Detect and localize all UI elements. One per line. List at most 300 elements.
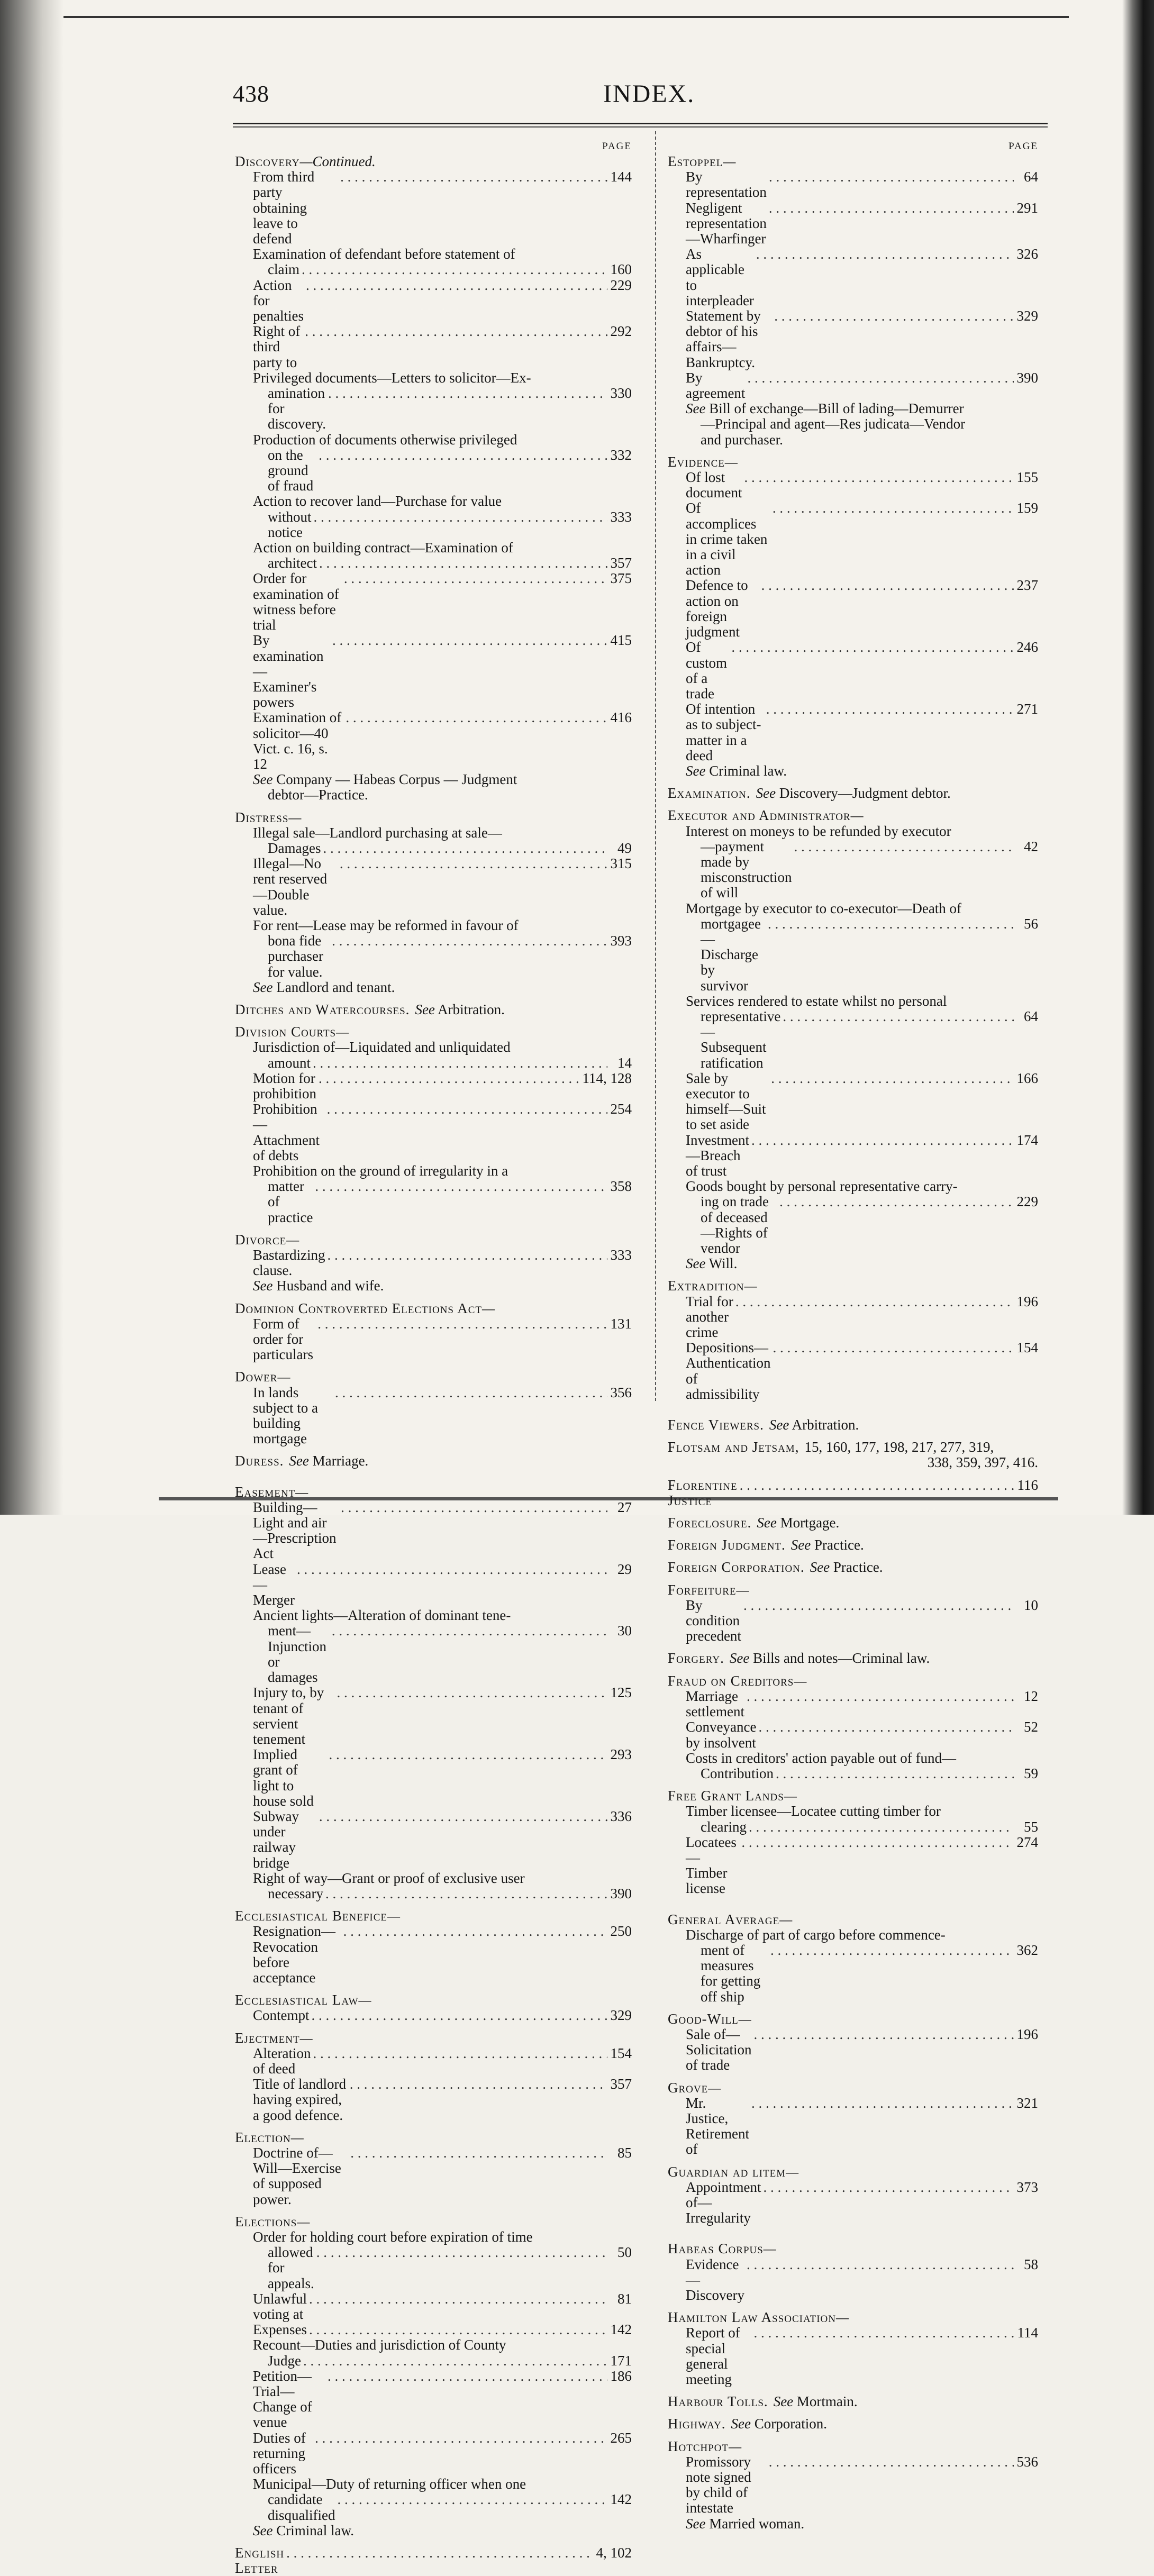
index-entry	[668, 1433, 1038, 1470]
sub-entry-text	[253, 1500, 339, 1562]
sub-entry	[668, 1294, 1038, 1341]
entry-headword: Extradition	[668, 1278, 744, 1294]
dot-leader	[756, 247, 1014, 262]
page-reference: 357	[610, 555, 632, 571]
sub-entry-label: Ancient lights—Alteration of dominant tene-	[253, 1607, 511, 1624]
sub-entry	[235, 1747, 632, 1809]
sub-entry	[235, 980, 632, 995]
sub-entry	[235, 1040, 632, 1055]
reference-text: Mortgage.	[776, 1515, 840, 1531]
sub-entry	[668, 2454, 1038, 2516]
page-reference: 14	[617, 1054, 632, 1071]
sub-entry-text	[268, 1055, 311, 1071]
dot-leader	[328, 386, 607, 401]
dot-leader	[744, 470, 1014, 485]
page-reference: 358	[610, 1178, 632, 1195]
sub-entry-label: ing on trade of deceased—Rights of vendor	[701, 1194, 769, 1257]
page-reference: 291	[1016, 199, 1038, 216]
sub-entry-label: Injury to, by tenant of servient tenement	[253, 1685, 324, 1747]
index-entry	[668, 779, 1038, 801]
sub-entry-text	[686, 500, 770, 578]
sub-entry-label: without notice	[268, 508, 312, 540]
sub-entry-text	[253, 1924, 341, 1986]
dot-leader	[332, 933, 607, 949]
page-reference: 166	[1016, 1070, 1038, 1086]
index-entry	[668, 1644, 1038, 1666]
sub-entry	[668, 1766, 1038, 1781]
see-reference: See	[756, 785, 776, 802]
entry-headword: Highway.	[668, 2416, 726, 2432]
page-reference: 292	[610, 323, 632, 340]
sub-entry-label: Examination of solicitor—40 Vict. c. 16, s. 12	[253, 709, 342, 772]
sub-entry	[235, 556, 632, 571]
sub-entry-label: In lands subject to a building mortgage	[253, 1384, 318, 1447]
index-entry	[235, 1362, 632, 1446]
cross-reference	[235, 1002, 632, 1017]
dot-leader	[751, 1133, 1014, 1148]
reference-target	[791, 1537, 864, 1553]
sub-entry-label: Discharge of part of cargo before commence-	[686, 1926, 946, 1943]
sub-entry-text	[701, 839, 792, 901]
entry-continuation: —	[295, 1483, 308, 1500]
sub-entry-text	[701, 916, 766, 994]
entry-continuation: —	[784, 1788, 797, 1804]
sub-entry-text	[253, 2008, 310, 2023]
sub-entry-text	[253, 2291, 307, 2322]
reference-target	[756, 786, 951, 801]
page-reference: 375	[610, 570, 632, 587]
sub-entry-label: Action for penalties	[253, 277, 304, 324]
dot-leader	[335, 1385, 607, 1400]
see-reference: See	[810, 1559, 830, 1576]
sub-entry-text	[268, 448, 316, 494]
sub-entry	[235, 1055, 632, 1071]
index-entry	[668, 448, 1038, 779]
dot-leader	[340, 856, 607, 871]
page-column-caption: PAGE	[602, 141, 632, 152]
sub-entry-label: Doctrine of—Will—Exercise of supposed power.	[253, 2144, 341, 2207]
page-reference: 330	[610, 385, 632, 402]
dot-leader	[309, 2322, 607, 2337]
sub-entry-text	[701, 1766, 774, 1781]
entry-headword: Forfeiture	[668, 1581, 737, 1598]
cross-reference	[668, 786, 1038, 801]
entry-headword: Distress	[235, 809, 289, 825]
entry-continuation: —	[744, 1278, 757, 1294]
cross-reference	[235, 1453, 632, 1469]
sub-entry-label: By condition precedent	[686, 1597, 741, 1644]
page-reference: 196	[1016, 2026, 1038, 2042]
dot-leader	[764, 2180, 1014, 2195]
sub-entry	[235, 1623, 632, 1685]
sub-entry	[668, 763, 1038, 779]
dot-leader	[754, 2027, 1014, 2042]
sub-entry-label: Negligent representation—Wharfinger	[686, 199, 767, 247]
page-reference: 254	[610, 1101, 632, 1117]
entry-heading	[235, 810, 632, 825]
sub-entry-label: Sale by executor to himself—Suit to set aside	[686, 1070, 766, 1133]
entry-continuation: —	[299, 2029, 313, 2046]
sub-entry	[235, 2322, 632, 2337]
page-reference: 27	[617, 1499, 632, 1515]
sub-entry-label: Illegal sale—Landlord purchasing at sale—	[253, 824, 502, 841]
page-reference: 81	[617, 2290, 632, 2307]
entry-continuation: —	[290, 2129, 304, 2145]
page-reference: 356	[610, 1384, 632, 1400]
sub-entry	[668, 308, 1038, 370]
sub-entry-label: Order for holding court before expiration of time	[253, 2229, 533, 2245]
sub-entry	[235, 247, 632, 262]
sub-entry-text	[686, 702, 764, 763]
sub-entry-text	[253, 571, 342, 633]
page-reference: 271	[1016, 701, 1038, 717]
sub-entry-text	[686, 1719, 756, 1750]
page-reference: 114	[1017, 2325, 1038, 2341]
page-reference: 171	[610, 2352, 632, 2369]
entry-heading	[668, 808, 1038, 823]
entry-headword: General Average	[668, 1911, 780, 1927]
dot-leader	[319, 1809, 607, 1824]
sub-entry-label: Appointment of—Irregularity	[686, 2179, 761, 2226]
entry-heading	[668, 1582, 1038, 1598]
sub-entry-label: Defence to action on foreign judgment	[686, 577, 748, 640]
index-entry	[668, 2303, 1038, 2387]
sub-entry-label: Recount—Duties and jurisdiction of County	[253, 2337, 506, 2353]
cross-reference	[668, 1440, 1038, 1455]
dot-leader	[769, 169, 1014, 185]
cross-reference	[668, 1417, 1038, 1433]
sub-entry	[235, 1871, 632, 1886]
entry-heading	[235, 2031, 632, 2046]
page-reference: 274	[1016, 1834, 1038, 1850]
sub-entry	[668, 201, 1038, 247]
entry-continuation: —	[297, 2213, 310, 2229]
sub-entry	[235, 1102, 632, 1163]
scan-edge-top	[63, 16, 1069, 18]
entry-continuation: —	[794, 1672, 807, 1689]
page-reference: 265	[610, 2429, 632, 2446]
sub-entry-text	[686, 2096, 749, 2158]
sub-entry-label: Interest on moneys to be refunded by executor	[686, 823, 951, 839]
sub-entry-label: Trial for another crime	[686, 1293, 733, 1341]
sub-entry	[668, 1819, 1038, 1835]
dot-leader	[319, 556, 607, 571]
sub-entry-text	[701, 1009, 780, 1071]
entry-headword: Habeas Corpus	[668, 2241, 764, 2257]
index-entry	[668, 2158, 1038, 2226]
dot-leader	[306, 278, 607, 293]
sub-entry-label: matter of practice	[268, 1178, 313, 1225]
sub-entry	[235, 933, 632, 980]
index-entry	[235, 1225, 632, 1294]
reference-text: Discovery—Judgment debtor.	[776, 785, 951, 802]
sub-entry-text	[686, 247, 754, 308]
sub-entry-text	[686, 1133, 749, 1179]
sub-entry	[668, 994, 1038, 1009]
sub-entry-label: Husband and wife.	[272, 1278, 384, 1294]
dot-leader	[341, 1500, 607, 1515]
sub-entry-label: Company — Habeas Corpus — Judgment	[272, 771, 517, 788]
page-reference: 393	[610, 933, 632, 949]
sub-entry-label: Investment—Breach of trust	[686, 1132, 749, 1179]
sub-entry-text	[268, 933, 330, 980]
sub-entry-text	[686, 2027, 752, 2073]
entry-heading	[668, 2080, 1038, 2096]
page-reference: 114, 128	[582, 1070, 632, 1086]
sub-entry-text	[268, 2492, 335, 2523]
sub-entry-label: —Principal and agent—Res judicata—Vendor	[701, 416, 966, 432]
index-entry	[668, 2387, 1038, 2409]
page-reference: 415	[610, 632, 632, 649]
sub-entry-label: Landlord and tenant.	[272, 979, 395, 995]
sub-entry-label: Examination of defendant before statement of	[253, 246, 515, 262]
sub-entry-label: Timber licensee—Locatee cutting timber for	[686, 1803, 941, 1819]
sub-entry-text	[253, 1385, 333, 1447]
sub-entry-label: Unlawful voting at	[253, 2290, 307, 2323]
page-reference: 250	[610, 1923, 632, 1940]
entry-heading	[235, 1992, 632, 2008]
entry-spacer	[668, 2073, 1038, 2080]
sub-entry	[235, 772, 632, 787]
sub-entry	[235, 2145, 632, 2207]
reference-text: Bills and notes—Criminal law.	[749, 1650, 930, 1667]
dot-leader	[783, 1009, 1014, 1024]
sub-entry	[235, 1924, 632, 1986]
sub-entry-text	[268, 2353, 301, 2369]
index-entry	[668, 2005, 1038, 2073]
sub-entry	[235, 1608, 632, 1623]
sub-entry-text	[253, 2322, 307, 2337]
reference-continuation: 338, 359, 397, 416.	[927, 1454, 1038, 1471]
index-entry	[235, 1901, 632, 1986]
index-entry	[668, 1531, 1038, 1553]
entry-continuation: —	[779, 1911, 793, 1927]
sub-entry-label: Illegal—No rent reserved—Double value.	[253, 855, 328, 918]
sub-entry	[235, 1809, 632, 1871]
dot-leader	[769, 201, 1014, 216]
sub-entry-label: representative—Subsequent ratification	[701, 1008, 781, 1071]
sub-entry-label: Building—Light and air—Prescription Act	[253, 1499, 337, 1562]
sub-entry-label: Of accomplices in crime taken in a civil action	[686, 500, 768, 578]
page-reference: 237	[1016, 577, 1038, 594]
sub-entry-label: By agreement	[686, 369, 746, 402]
entry-spacer	[668, 1471, 1038, 1478]
sub-entry	[235, 448, 632, 494]
sub-entry-label: claim	[268, 261, 299, 278]
sub-entry-label: Prohibition on the ground of irregularity in a	[253, 1163, 508, 1179]
page-reference: 159	[1016, 500, 1038, 516]
entry-heading	[668, 1673, 1038, 1689]
sub-entry	[235, 1163, 632, 1179]
sub-entry	[235, 262, 632, 277]
index-entry	[235, 1294, 632, 1363]
sub-entry	[668, 1194, 1038, 1256]
see-reference: See	[686, 2515, 706, 2532]
dot-leader	[774, 308, 1014, 324]
sub-entry	[235, 1278, 632, 1294]
entry-headword: Free Grant Lands	[668, 1788, 784, 1804]
entry-continuation: —	[336, 1024, 349, 1040]
sub-entry-label: Subway under railway bridge	[253, 1808, 299, 1871]
sub-entry	[235, 324, 632, 370]
sub-entry-label: allowed for appeals.	[268, 2244, 314, 2291]
sub-entry-label: Action to recover land—Purchase for value	[253, 493, 502, 509]
dot-leader	[313, 1055, 607, 1071]
dot-leader	[350, 2145, 607, 2161]
dot-leader	[303, 2353, 607, 2369]
page-reference: 4, 102	[596, 2545, 632, 2561]
cross-reference	[235, 2545, 632, 2576]
entry-heading	[235, 1369, 632, 1385]
sub-entry	[235, 2492, 632, 2523]
sub-entry-label: amination for discovery.	[268, 385, 326, 432]
page-reference: 29	[617, 1561, 632, 1577]
sub-entry	[235, 1385, 632, 1447]
entry-headword: Elections	[235, 2213, 297, 2229]
sub-entry	[668, 2257, 1038, 2304]
sub-entry-text	[253, 2431, 313, 2477]
dot-leader	[740, 1478, 1014, 1493]
sub-entry	[668, 824, 1038, 839]
sub-entry-label: amount	[268, 1054, 311, 1071]
entry-headword: Grove	[668, 2079, 708, 2096]
dot-leader	[747, 370, 1014, 386]
sub-entry	[235, 1886, 632, 1901]
page-reference: 390	[1016, 369, 1038, 386]
index-entry	[668, 154, 1038, 448]
sub-entry-text	[701, 1943, 768, 2005]
sub-entry	[668, 1751, 1038, 1766]
index-entry	[668, 1402, 1038, 1433]
sub-entry	[668, 416, 1038, 432]
entry-headword: Foreclosure.	[668, 1515, 752, 1531]
sub-entry-text	[253, 1071, 316, 1102]
sub-entry-label: Criminal law.	[705, 762, 787, 779]
sub-entry	[235, 710, 632, 772]
dot-leader	[343, 1924, 607, 1939]
sub-entry	[235, 2046, 632, 2077]
sub-entry	[668, 1689, 1038, 1719]
entry-headword: Hamilton Law Association	[668, 2309, 836, 2326]
sub-entry-text	[268, 1179, 313, 1225]
sub-entry-label: Production of documents otherwise privileged	[253, 431, 517, 448]
entry-heading	[668, 2241, 1038, 2256]
sub-entry	[235, 386, 632, 432]
index-entry	[668, 1667, 1038, 1781]
entry-continuation: —	[277, 1369, 290, 1385]
sub-entry	[235, 2229, 632, 2245]
page-reference: 52	[1024, 1719, 1038, 1735]
sub-entry-text	[268, 509, 312, 540]
entry-continuation: —	[836, 2309, 849, 2326]
index-entry	[235, 1986, 632, 2023]
sub-entry-text	[253, 1747, 327, 1809]
sub-entry-label: Costs in creditors' action payable out of fund—	[686, 1750, 957, 1766]
reference-text: Arbitration.	[434, 1001, 505, 1017]
index-entry	[668, 1576, 1038, 1644]
sub-entry	[668, 1179, 1038, 1194]
sub-entry-text	[686, 1340, 770, 1402]
sub-entry	[235, 571, 632, 633]
dot-leader	[315, 1179, 607, 1194]
entry-headword: Good-Will	[668, 2010, 739, 2027]
dot-leader	[327, 1102, 607, 1117]
see-reference: See	[729, 1650, 750, 1667]
reference-text: 15, 160, 177, 198, 217, 277, 319,	[804, 1439, 994, 1455]
sub-entry	[235, 918, 632, 933]
entry-spacer	[668, 1897, 1038, 1912]
sub-entry-label: Privileged documents—Letters to solicitor—Ex-	[253, 369, 531, 386]
index-entry	[235, 2207, 632, 2538]
index-entry	[235, 1017, 632, 1225]
cross-reference	[668, 1651, 1038, 1666]
entry-spacer	[235, 2538, 632, 2545]
page-reference: 315	[610, 855, 632, 872]
sub-entry-label: Married woman.	[705, 2515, 805, 2532]
see-reference: See	[790, 1537, 811, 1553]
sub-entry	[235, 509, 632, 540]
sub-entry	[668, 1009, 1038, 1071]
index-entry	[668, 2432, 1038, 2532]
sub-entry-label: As applicable to interpleader	[686, 246, 754, 308]
page-reference: 373	[1016, 2179, 1038, 2195]
index-entry	[235, 2538, 632, 2576]
index-entry	[235, 803, 632, 995]
sub-entry-text	[253, 2077, 348, 2123]
index-entry	[668, 2409, 1038, 2432]
sub-entry-text	[701, 1819, 747, 1835]
entry-headword: Division Courts	[235, 1024, 337, 1040]
sub-entry-label: Marriage settlement	[686, 1688, 744, 1720]
sub-entry-label: Conveyance by insolvent	[686, 1719, 757, 1751]
sub-entry	[668, 247, 1038, 308]
sub-entry	[668, 370, 1038, 401]
entry-spacer	[235, 1362, 632, 1369]
entry-heading	[668, 2310, 1038, 2325]
dot-leader	[773, 500, 1014, 516]
sub-entry	[668, 578, 1038, 640]
entry-headword: Fence Viewers.	[668, 1417, 764, 1433]
dot-leader	[297, 1562, 607, 1577]
sub-entry	[235, 1248, 632, 1278]
entry-continuation: —	[724, 453, 738, 470]
page-reference: 293	[610, 1746, 632, 1763]
page-reference: 42	[1024, 838, 1038, 854]
reference-target	[415, 1002, 504, 1017]
entry-continuation: —	[708, 2079, 721, 2096]
sub-entry-text	[686, 2257, 744, 2304]
index-entry	[235, 154, 632, 803]
dot-leader	[747, 2257, 1014, 2272]
page-reference: 64	[1024, 1008, 1038, 1024]
sub-entry-label: Jurisdiction of—Liquidated and unliquidated	[253, 1039, 511, 1055]
sub-entry	[235, 2369, 632, 2431]
sub-entry	[235, 540, 632, 556]
dot-leader	[319, 448, 607, 463]
entry-headword: Ecclesiastical Benefice	[235, 1908, 388, 1924]
dot-leader	[776, 1766, 1014, 1781]
sub-entry	[668, 916, 1038, 994]
sub-entry	[235, 633, 632, 710]
running-head: INDEX.	[603, 80, 695, 108]
entry-headword: Foreign Corporation.	[668, 1559, 805, 1576]
entry-heading	[235, 1485, 632, 1500]
dot-leader	[761, 578, 1014, 593]
index-entry	[668, 1553, 1038, 1575]
sub-entry-text	[268, 2245, 314, 2291]
sub-entry-text	[253, 324, 303, 370]
sub-entry-label: Locatees—Timber license	[686, 1834, 737, 1897]
